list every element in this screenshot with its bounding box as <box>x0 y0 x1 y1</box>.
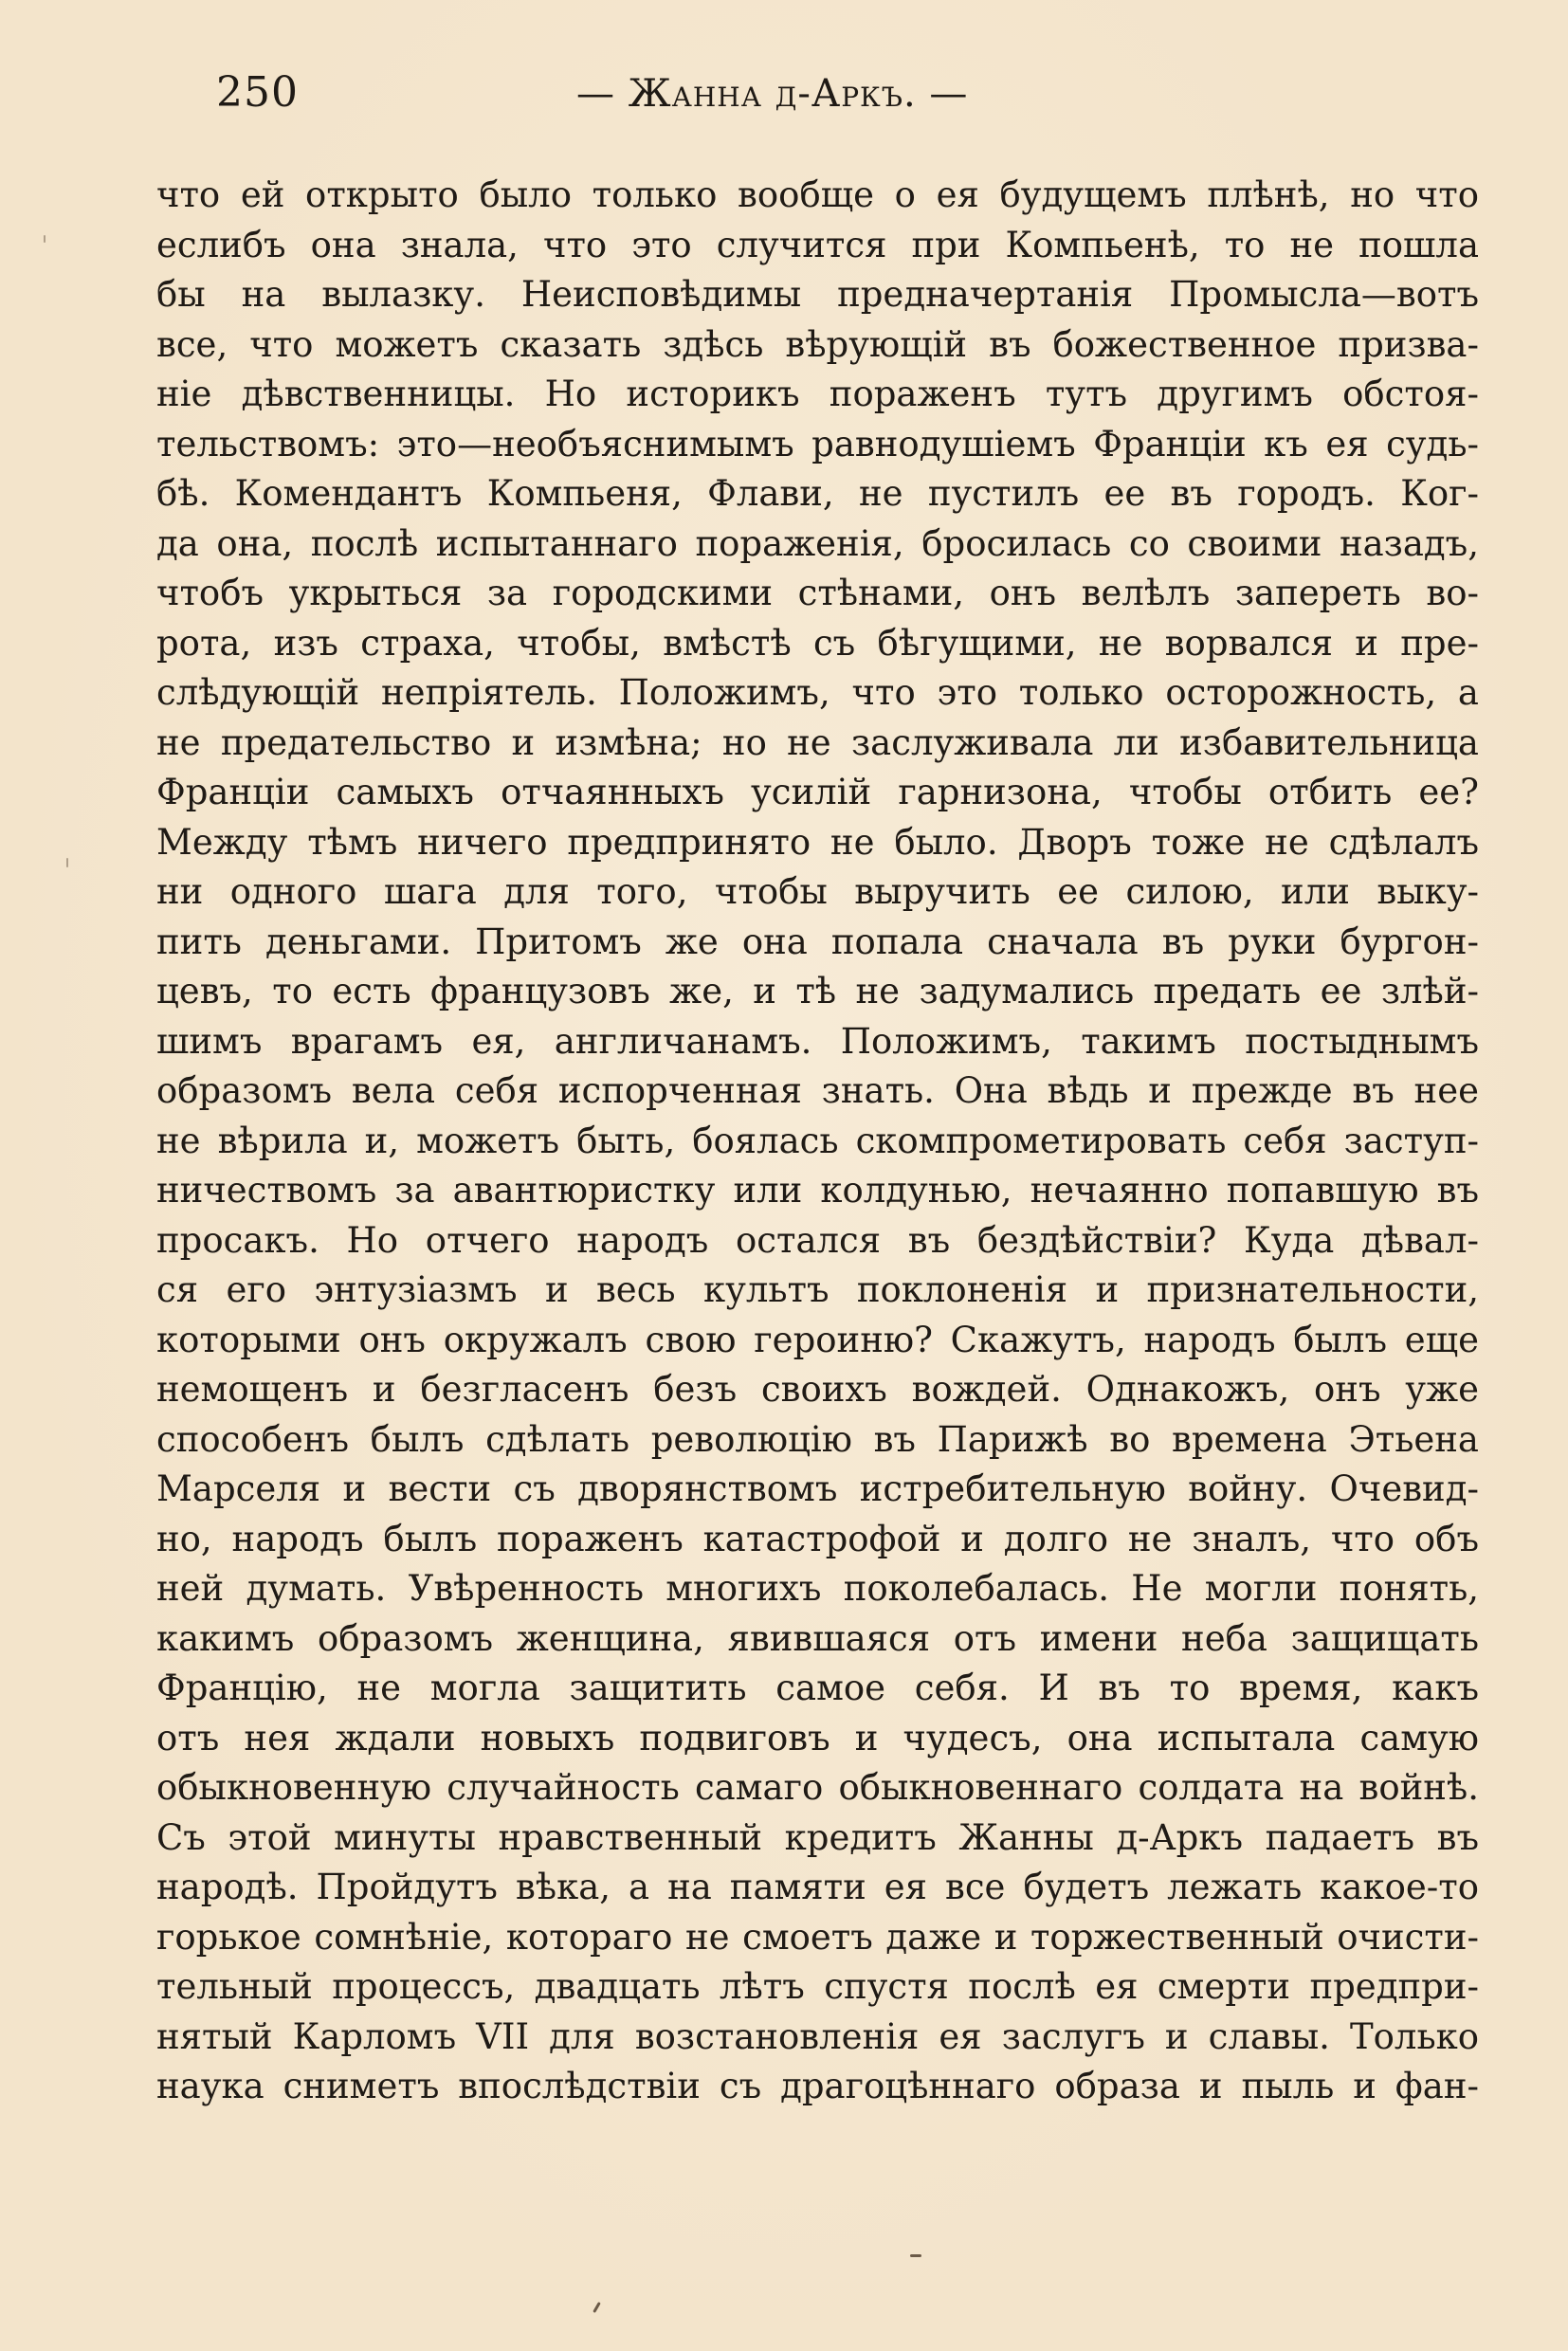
text-line: обыкновенную случайность самаго обыкновеннаго солдата на войнѣ. <box>156 1767 1479 1808</box>
running-title: — Жанна д-Аркъ. — <box>576 72 969 116</box>
text-line: народѣ. Пройдутъ вѣка, а на памяти ея все будетъ лежать какое-то <box>156 1867 1479 1907</box>
text-line: не предательство и измѣна; но не заслуживала ли избавительница <box>156 721 1479 763</box>
text-line: не вѣрила и, можетъ быть, боялась скомпрометировать себя заступ- <box>156 1120 1479 1161</box>
paper-speck <box>66 858 68 867</box>
page-number: 250 <box>216 68 299 117</box>
text-line: бѣ. Комендантъ Компьеня, Флави, не пустилъ ее въ городъ. Ког- <box>156 473 1479 514</box>
text-line: ни одного шага для того, чтобы выручить ее силою, или выку- <box>156 871 1479 912</box>
text-line: просакъ. Но отчего народъ остался въ бездѣйствіи? Куда дѣвал- <box>156 1219 1479 1261</box>
text-line: да она, послѣ испытаннаго пораженія, бросилась со своими назадъ, <box>156 522 1479 564</box>
text-line: бы на вылазку. Неисповѣдимы предначертанія Промысла—вотъ <box>156 274 1479 315</box>
text-line: тельный процессъ, двадцать лѣтъ спустя послѣ ея смерти предпри- <box>156 1966 1479 2007</box>
text-line: слѣдующій непріятель. Положимъ, что это только осторожность, а <box>156 672 1479 713</box>
body-text <box>156 171 1479 2112</box>
text-line: образомъ вела себя испорченная знать. Она вѣдь и прежде въ нее <box>156 1070 1479 1111</box>
text-line: которыми онъ окружалъ свою героиню? Скажутъ, народъ былъ еще <box>156 1319 1479 1360</box>
text-line: шимъ врагамъ ея, англичанамъ. Положимъ, такимъ постыднымъ <box>156 1020 1479 1062</box>
paper-speck <box>44 235 46 243</box>
text-line: ся его энтузіазмъ и весь культъ поклоненія и признательности, <box>156 1269 1479 1310</box>
text-line: но, народъ былъ пораженъ катастрофой и долго не зналъ, что объ <box>156 1518 1479 1559</box>
text-line: Франціи самыхъ отчаянныхъ усилій гарнизона, чтобы отбить ее? <box>156 772 1479 812</box>
text-line: пить деньгами. Притомъ же она попала сначала въ руки бургон- <box>156 920 1479 962</box>
text-line: все, что можетъ сказать здѣсь вѣрующій въ божественное призва- <box>156 323 1479 365</box>
text-line: какимъ образомъ женщина, явившаяся отъ имени неба защищать <box>156 1617 1479 1659</box>
text-line: наука сниметъ впослѣдствіи съ драгоцѣннаго образа и пыль и фан- <box>156 2066 1479 2106</box>
text-line: цевъ, то есть французовъ же, и тѣ не задумались предать ее злѣй- <box>156 971 1479 1011</box>
text-line: что ей открыто было только вообще о ея будущемъ плѣнѣ, но что <box>156 174 1479 215</box>
paper-speck <box>910 2254 921 2257</box>
text-line: нятый Карломъ VII для возстановленія ея заслугъ и славы. Только <box>156 2015 1479 2057</box>
text-line: Между тѣмъ ничего предпринято не было. Дворъ тоже не сдѣлалъ <box>156 821 1479 863</box>
text-line: Францію, не могла защитить самое себя. И въ то время, какъ <box>156 1668 1479 1708</box>
text-line: Съ этой минуты нравственный кредитъ Жанны д-Аркъ падаетъ въ <box>156 1816 1479 1858</box>
text-line: ней думать. Увѣренность многихъ поколебалась. Не могли понять, <box>156 1568 1479 1609</box>
text-line: способенъ былъ сдѣлать революцію въ Парижѣ во времена Этьена <box>156 1418 1479 1460</box>
text-line: рота, изъ страха, чтобы, вмѣстѣ съ бѣгущими, не ворвался и пре- <box>156 622 1479 664</box>
text-line: тельствомъ: это—необъяснимымъ равнодушіемъ Франціи къ ея судь- <box>156 423 1479 465</box>
text-line: горькое сомнѣніе, котораго не смоетъ даже и торжественный очисти- <box>156 1916 1479 1958</box>
page-header <box>216 68 1335 135</box>
text-line: отъ нея ждали новыхъ подвиговъ и чудесъ, она испытала самую <box>156 1717 1479 1759</box>
text-line: еслибъ она знала, что это случится при Компьенѣ, то не пошла <box>156 224 1479 265</box>
text-line: чтобъ укрыться за городскими стѣнами, онъ велѣлъ запереть во- <box>156 573 1479 613</box>
text-line: немощенъ и безгласенъ безъ своихъ вождей. Однакожъ, онъ уже <box>156 1369 1479 1410</box>
text-line: ніе дѣвственницы. Но историкъ пораженъ тутъ другимъ обстоя- <box>156 374 1479 414</box>
text-line: ничествомъ за авантюристку или колдунью, нечаянно попавшую въ <box>156 1170 1479 1211</box>
paper-speck <box>593 2302 601 2313</box>
text-line: Марселя и вести съ дворянствомъ истребительную войну. Очевид- <box>156 1468 1479 1509</box>
